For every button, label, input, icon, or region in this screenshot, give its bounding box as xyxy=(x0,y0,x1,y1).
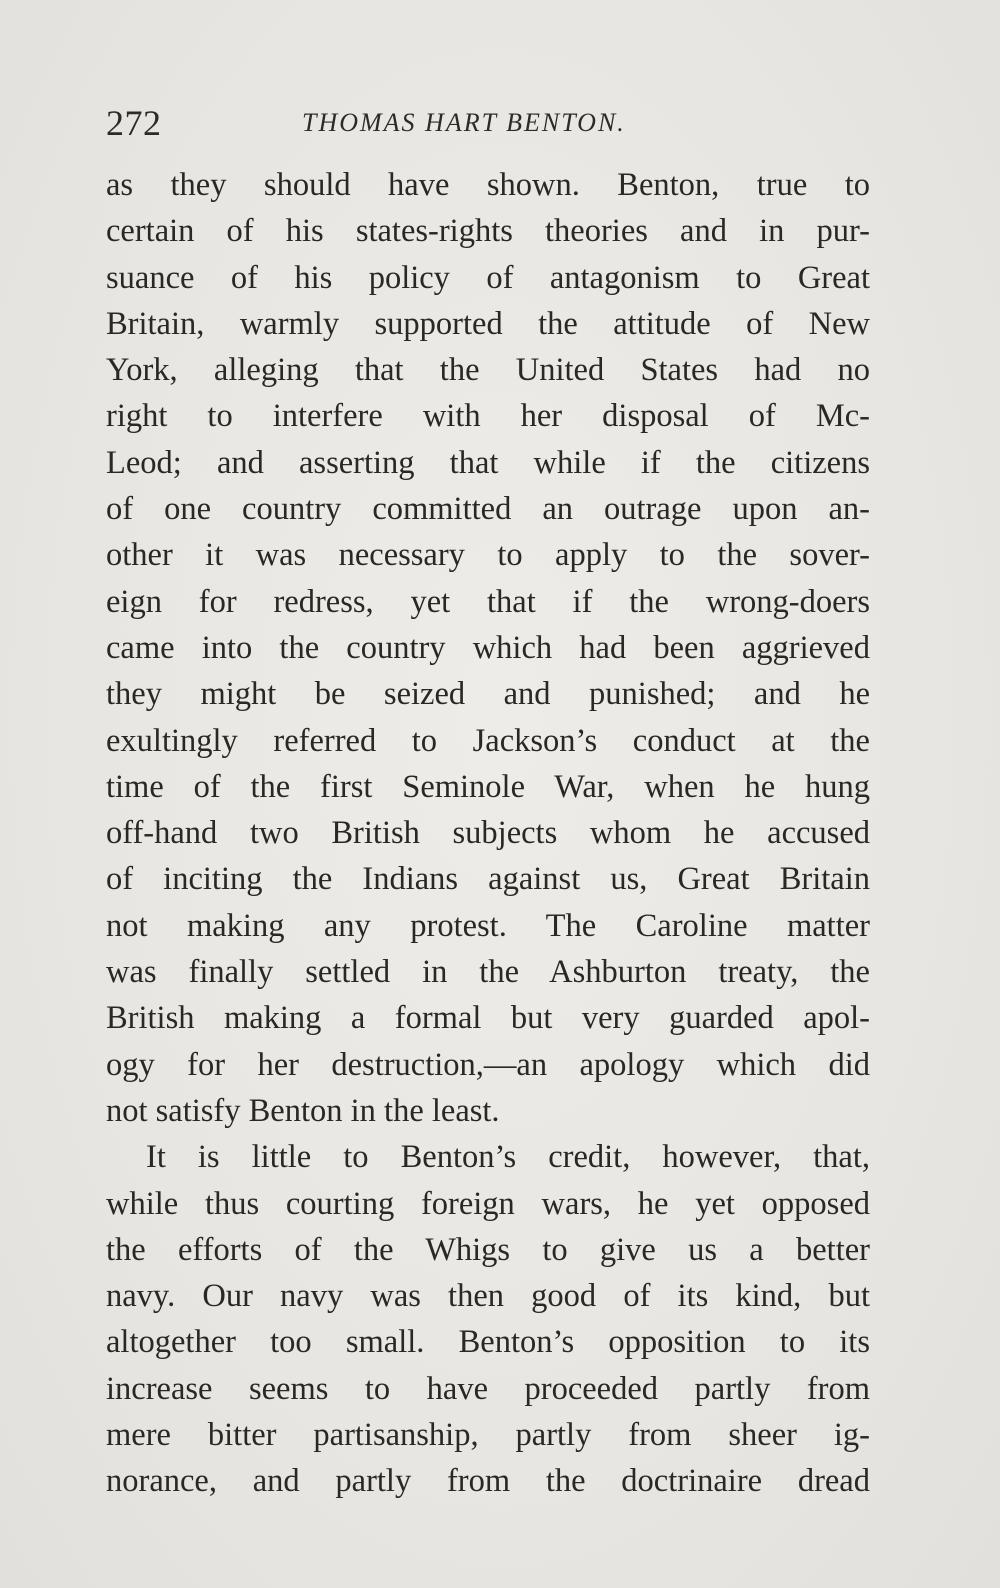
text-line: norance, and partly from the doctrinaire dread xyxy=(106,1463,870,1500)
text-line: certain of his states-rights theories and in pur- xyxy=(106,213,870,250)
page-number: 272 xyxy=(106,103,162,143)
text-line: other it was necessary to apply to the sover- xyxy=(106,537,870,574)
paragraph-start-line: It is little to Benton’s credit, however, that, xyxy=(146,1139,870,1176)
text-line: of one country committed an outrage upon an- xyxy=(106,491,870,528)
text-line: of inciting the Indians against us, Great Britain xyxy=(106,861,870,898)
text-line: came into the country which had been aggrieved xyxy=(106,629,870,666)
body-text xyxy=(106,162,870,1505)
page-header xyxy=(106,102,876,146)
text-line: navy. Our navy was then good of its kind, but xyxy=(106,1278,870,1315)
text-line: suance of his policy of antagonism to Great xyxy=(106,259,870,296)
text-line: right to interfere with her disposal of Mc- xyxy=(106,398,870,435)
text-line: they might be seized and punished; and he xyxy=(106,676,870,713)
text-line: increase seems to have proceeded partly from xyxy=(106,1370,870,1407)
text-line: ogy for her destruction,—an apology which did xyxy=(106,1046,870,1083)
text-line: eign for redress, yet that if the wrong-doers xyxy=(106,583,870,620)
running-title: THOMAS HART BENTON. xyxy=(302,108,626,137)
paragraph-end-line: not satisfy Benton in the least. xyxy=(106,1092,500,1129)
text-line: mere bitter partisanship, partly from sheer ig- xyxy=(106,1417,870,1454)
text-line: Britain, warmly supported the attitude of New xyxy=(106,305,870,342)
text-line: time of the first Seminole War, when he hung xyxy=(106,768,870,805)
text-line: Leod; and asserting that while if the citizens xyxy=(106,444,870,481)
text-line: altogether too small. Benton’s opposition to its xyxy=(106,1324,870,1361)
text-line: as they should have shown. Benton, true to xyxy=(106,167,870,203)
text-line: off-hand two British subjects whom he accused xyxy=(106,815,870,852)
text-line: York, alleging that the United States had no xyxy=(106,352,870,389)
text-line: was finally settled in the Ashburton treaty, the xyxy=(106,954,870,991)
text-line: exultingly referred to Jackson’s conduct at the xyxy=(106,722,870,759)
text-line: British making a formal but very guarded apol- xyxy=(106,1000,870,1037)
text-line: not making any protest. The Caroline matter xyxy=(106,907,870,944)
text-line: while thus courting foreign wars, he yet opposed xyxy=(106,1185,870,1222)
text-line: the efforts of the Whigs to give us a better xyxy=(106,1231,870,1268)
